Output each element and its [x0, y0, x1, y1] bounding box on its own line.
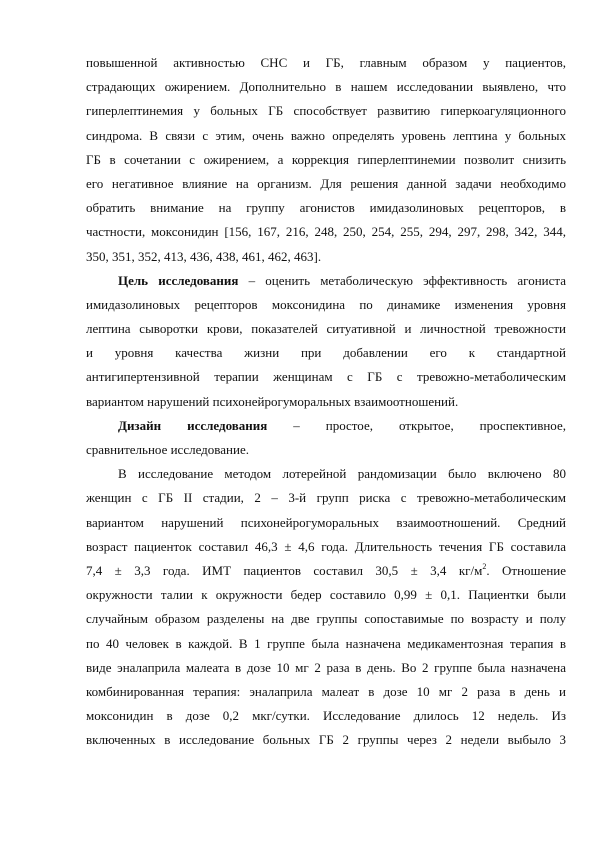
text-line: случайным образом разделены на две группы сопоставимые по возрасту и полу — [86, 611, 566, 627]
text-line: женщин с ГБ II стадии, 2 – 3-й групп риска с тревожно-метаболическим — [86, 490, 566, 506]
paragraph-methods — [86, 462, 566, 752]
text-line: имидазолиновых рецепторов моксонидина по динамике изменения уровня — [86, 296, 566, 312]
aim-heading: Цель исследования — [118, 272, 239, 288]
text-line: окружности талии к окружности бедер составило 0,99 ± 0,1. Пациентки были — [86, 587, 566, 603]
text-line: обратить внимание на группу агонистов имидазолиновых рецепторов, в — [86, 200, 566, 216]
aim-text: – оценить метаболическую эффективность агониста — [238, 272, 566, 288]
text-line: его негативное влияние на организм. Для решения данной задачи необходимо — [86, 175, 566, 191]
text-line — [86, 414, 566, 438]
text-line: вариантом нарушений психонейрогуморальных взаимоотношений. — [86, 393, 459, 409]
design-heading: Дизайн исследования — [118, 417, 268, 433]
superscript-2: 2 — [482, 561, 487, 571]
text-line — [86, 269, 566, 293]
text-line: включенных в исследование больных ГБ 2 группы через 2 недели выбыло 3 — [86, 732, 566, 748]
text-line: виде эналаприла малеата в дозе 10 мг 2 раза в день. Во 2 группе была назначена — [86, 659, 566, 675]
text-line: В исследование методом лотерейной рандомизации было включено 80 — [118, 466, 566, 482]
bmi-text-end: . Отношение — [486, 562, 567, 578]
text-line: и уровня качества жизни при добавлении его к стандартной — [86, 345, 566, 361]
text-line: сравнительное исследование. — [86, 442, 249, 457]
text-line — [86, 559, 566, 583]
text-line: гиперлептинемия у больных ГБ способствует развитию гиперкоагуляционного — [86, 103, 566, 119]
text-line: по 40 человек в каждой. В 1 группе была назначена медикаментозная терапия в — [86, 635, 566, 651]
text-line: лептина сыворотки крови, показателей ситуативной и личностной тревожности — [86, 321, 566, 337]
text-line: возраст пациенток составил 46,3 ± 4,6 года. Длительность течения ГБ составила — [86, 538, 566, 554]
text-line: вариантом нарушений психонейрогуморальных взаимоотношений. Средний — [86, 514, 566, 530]
document-page — [86, 51, 566, 752]
text-line: 350, 351, 352, 413, 436, 438, 461, 462, 463]. — [86, 248, 322, 264]
text-line: комбинированная терапия: эналаприла малеат в дозе 10 мг 2 раза в день и — [86, 683, 566, 699]
text-line: страдающих ожирением. Дополнительно в нашем исследовании выявлено, что — [86, 79, 566, 95]
paragraph-design — [86, 414, 566, 462]
design-text: – простое, открытое, проспективное, — [267, 417, 566, 433]
text-line: моксонидин в дозе 0,2 мкг/сутки. Исследование длилось 12 недель. Из — [86, 708, 566, 724]
text-line: повышенной активностью СНС и ГБ, главным образом у пациентов, — [86, 55, 566, 70]
paragraph-1 — [86, 51, 566, 269]
paragraph-aim — [86, 269, 566, 414]
bmi-text: 7,4 ± 3,3 года. ИМТ пациентов составил 30,5 ± 3,4 кг/м — [86, 562, 483, 578]
text-line: ГБ в сочетании с ожирением, а коррекция гиперлептинемии позволит снизить — [86, 151, 566, 167]
text-line: частности, моксонидин [156, 167, 216, 248, 250, 254, 255, 294, 297, 298, 342, 344, — [86, 224, 566, 240]
text-line: антигипертензивной терапии женщинам с ГБ с тревожно-метаболическим — [86, 369, 566, 385]
text-line: синдрома. В связи с этим, очень важно определять уровень лептина у больных — [86, 127, 566, 143]
